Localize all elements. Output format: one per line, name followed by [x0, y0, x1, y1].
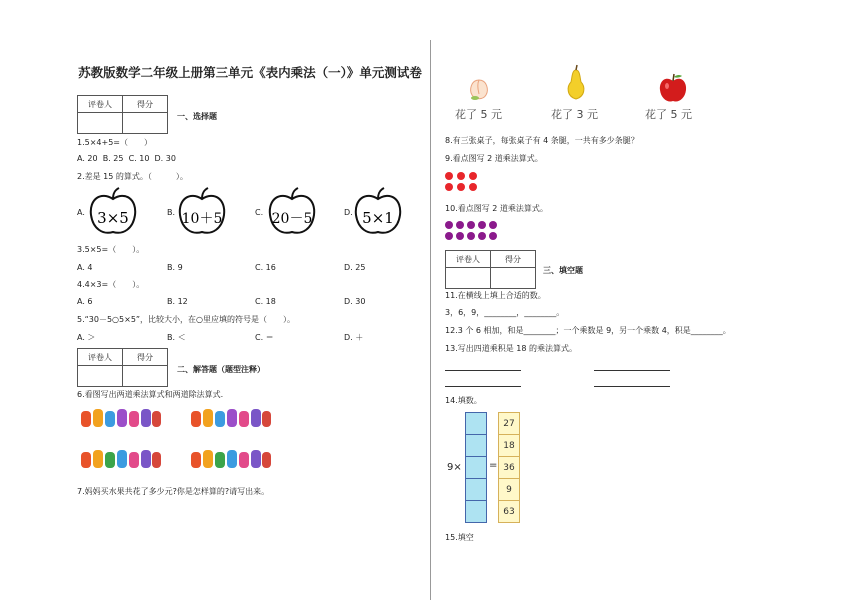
dot [445, 221, 453, 229]
equals-sign: = [489, 460, 498, 471]
q2-text: 2.差是 15 的算式。（ ）。 [77, 172, 188, 181]
apple-label-a: 3×5 [97, 209, 129, 227]
apple-label-d: 5×1 [362, 209, 394, 227]
dot [457, 172, 465, 180]
pencils-image-4 [189, 446, 273, 474]
q4-option-a[interactable]: A. 6 [77, 297, 93, 306]
grader-header: 评卷人 [446, 251, 491, 268]
pencil-icon [191, 409, 271, 427]
apple-label-c: 20－5 [271, 211, 313, 227]
result-cell: 18 [498, 434, 520, 457]
q7-text: 7.妈妈买水果共花了多少元?你是怎样算的?请写出来。 [77, 487, 270, 496]
pencil-icon [191, 450, 271, 468]
q3-text: 3.5×5=（ ）。 [77, 245, 145, 254]
q12-text[interactable]: 12.3 个 6 相加，和是________；一个乘数是 9，另一个乘数 4，积是________。 [445, 326, 731, 335]
dot [467, 221, 475, 229]
peach-icon [468, 76, 490, 102]
result-cell: 27 [498, 412, 520, 435]
apple-label-b: 10＋5 [181, 211, 223, 227]
dot [489, 232, 497, 240]
q1-option-d[interactable]: D. 30 [154, 154, 176, 163]
score-header: 得分 [123, 349, 168, 366]
pencils-image-1 [79, 405, 163, 433]
q11-text: 11.在横线上填上合适的数。 [445, 291, 546, 300]
q5-option-c[interactable]: C. ＝ [255, 333, 274, 342]
result-cell: 36 [498, 456, 520, 479]
section-fill-heading: 三、填空题 [543, 266, 583, 275]
input-column [465, 413, 487, 523]
q2-option-d[interactable]: D. [344, 208, 353, 217]
grader-header: 评卷人 [78, 349, 123, 366]
score-table-2 [77, 348, 168, 387]
grader-cell [446, 268, 491, 289]
q5-option-b[interactable]: B. ＜ [167, 333, 186, 342]
score-header: 得分 [123, 96, 168, 113]
answer-line-3[interactable] [445, 386, 521, 387]
score-cell [123, 113, 168, 134]
dot [478, 232, 486, 240]
dot [445, 183, 453, 191]
q13-text: 13.写出四道乘积是 18 的乘法算式。 [445, 344, 577, 353]
fruit-caption-pear: 花了 3 元 [551, 108, 598, 121]
grader-cell [78, 366, 123, 387]
q2-option-a[interactable]: A. [77, 208, 85, 217]
q3-option-d[interactable]: D. 25 [344, 263, 366, 272]
grader-header: 评卷人 [78, 96, 123, 113]
pencils-image-3 [79, 446, 163, 474]
apple-icon-a [87, 187, 139, 237]
q4-text: 4.4×3=（ ）。 [77, 280, 145, 289]
apple-icon-red [658, 72, 688, 104]
result-cell: 9 [498, 478, 520, 501]
dot [469, 183, 477, 191]
q6-text: 6.看图写出两道乘法算式和两道除法算式. [77, 390, 224, 399]
column-divider [430, 40, 431, 600]
apple-icon-c [265, 187, 319, 237]
dot [456, 221, 464, 229]
multiplier-label: 9× [447, 462, 462, 473]
purple-dot-grid [445, 221, 505, 243]
q15-text: 15.填空 [445, 533, 474, 542]
q9-text: 9.看点图写 2 道乘法算式。 [445, 154, 543, 163]
dot [445, 232, 453, 240]
dot [467, 232, 475, 240]
q1-option-a[interactable]: A. 20 [77, 154, 98, 163]
dot [469, 172, 477, 180]
score-table-3 [445, 250, 536, 289]
pencil-icon [81, 450, 161, 468]
q4-option-b[interactable]: B. 12 [167, 297, 188, 306]
q1-option-c[interactable]: C. 10 [128, 154, 150, 163]
dot [489, 221, 497, 229]
q14-text: 14.填数。 [445, 396, 482, 405]
fruit-caption-peach: 花了 5 元 [455, 108, 502, 121]
q3-option-b[interactable]: B. 9 [167, 263, 183, 272]
dot [478, 221, 486, 229]
answer-line-1[interactable] [445, 370, 521, 371]
q4-option-d[interactable]: D. 30 [344, 297, 366, 306]
blank-cell[interactable] [465, 412, 487, 435]
blank-cell[interactable] [465, 500, 487, 523]
result-cell: 63 [498, 500, 520, 523]
q1-options [77, 153, 176, 164]
q5-option-a[interactable]: A. ＞ [77, 333, 96, 342]
q1-option-b[interactable]: B. 25 [102, 154, 124, 163]
q1-text: 1.5×4+5=（ ） [77, 138, 153, 147]
section-choice-heading: 一、选择题 [177, 112, 217, 121]
q4-option-c[interactable]: C. 18 [255, 297, 276, 306]
q5-text: 5.“30－5○5×5”，比较大小，在○里应填的符号是（ ）。 [77, 315, 296, 324]
pear-icon [564, 64, 588, 102]
answer-line-4[interactable] [594, 386, 670, 387]
q10-text: 10.看点图写 2 道乘法算式。 [445, 204, 548, 213]
blank-cell[interactable] [465, 434, 487, 457]
score-cell [491, 268, 536, 289]
grader-cell [78, 113, 123, 134]
score-table-1 [77, 95, 168, 134]
q2-option-c[interactable]: C. [255, 208, 264, 217]
fruit-caption-apple: 花了 5 元 [645, 108, 692, 121]
q3-option-a[interactable]: A. 4 [77, 263, 93, 272]
score-cell [123, 366, 168, 387]
blank-cell[interactable] [465, 478, 487, 501]
q11-sequence[interactable]: 3，6，9，________，________。 [445, 308, 565, 317]
q3-option-c[interactable]: C. 16 [255, 263, 276, 272]
q5-option-d[interactable]: D. ＋ [344, 333, 364, 342]
q2-option-b[interactable]: B. [167, 208, 176, 217]
page-title: 苏教版数学二年级上册第三单元《表内乘法（一）》单元测试卷 [78, 65, 422, 80]
dot [456, 232, 464, 240]
result-column [498, 413, 520, 523]
dot [445, 172, 453, 180]
apple-icon-b [175, 187, 229, 237]
apple-icon-d [352, 187, 404, 237]
blank-cell[interactable] [465, 456, 487, 479]
answer-line-2[interactable] [594, 370, 670, 371]
red-dot-grid [445, 172, 485, 194]
pencil-icon [81, 409, 161, 427]
pencils-image-2 [189, 405, 273, 433]
section-answer-heading: 二、解答题（题型注释） [177, 365, 265, 374]
dot [457, 183, 465, 191]
score-header: 得分 [491, 251, 536, 268]
q8-text: 8.有三张桌子，每张桌子有 4 条腿，一共有多少条腿？ [445, 136, 639, 145]
